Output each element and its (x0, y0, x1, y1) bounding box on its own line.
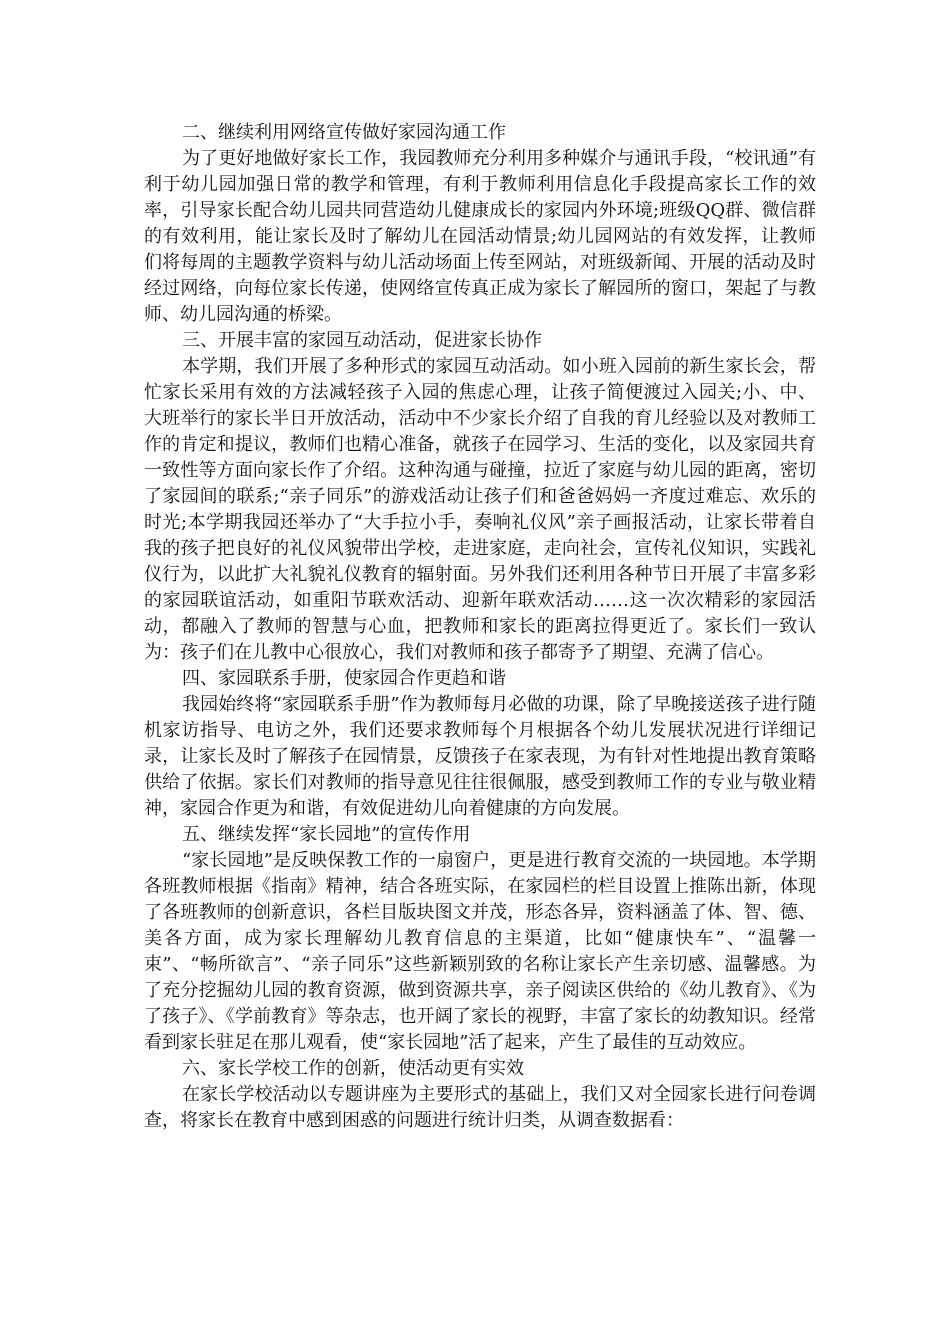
section-heading-5: 五、继续发挥“家长园地”的宣传作用 (182, 824, 471, 845)
section-heading-4: 四、家园联系手册，使家园合作更趋和谐 (182, 668, 506, 689)
section-heading-6: 六、家长学校工作的创新，使活动更有实效 (182, 1058, 524, 1079)
section-paragraph-2: 为了更好地做好家长工作，我园教师充分利用多种媒介与通讯手段，“校讯通”有利于幼儿园加强日常的教学和管理，有利于教师利用信息化手段提高家长工作的效率，引导家长配合幼儿园共同营造幼儿健康成长的家园内外环境;班级QQ群、微信群的有效利用，能让家长及时了解幼儿在园活动情景;幼儿园网站的有效发挥，让教师们将每周的主题教学资料与幼儿活动场面上传至网站，对班级新闻、开展的活动及时经过网络，向每位家长传递，使网络宣传真正成为家长了解园所的窗口，架起了与教师、幼儿园沟通的桥梁。 (144, 148, 816, 325)
section-paragraph-5: “家长园地”是反映保教工作的一扇窗户，更是进行教育交流的一块园地。本学期各班教师根据《指南》精神，结合各班实际，在家园栏的栏目设置上推陈出新，体现了各班教师的创新意识，各栏目版块图文并茂，形态各异，资料涵盖了体、智、德、美各方面，成为家长理解幼儿教育信息的主渠道，比如“健康快车”、“温馨一束”、“畅所欲言”、“亲子同乐”这些新颖别致的名称让家长产生亲切感、温馨感。为了充分挖掘幼儿园的教育资源，做到资源共享，亲子阅读区供给的《幼儿教育》、《为了孩子》、《学前教育》等杂志，也开阔了家长的视野，丰富了家长的幼教知识。经常看到家长驻足在那儿观看，使“家长园地”活了起来，产生了最佳的互动效应。 (144, 850, 816, 1053)
document-body (144, 120, 816, 1134)
section-paragraph-3: 本学期，我们开展了多种形式的家园互动活动。如小班入园前的新生家长会，帮忙家长采用有效的方法减轻孩子入园的焦虑心理，让孩子简便渡过入园关;小、中、大班举行的家长半日开放活动，活动中不少家长介绍了自我的育儿经验以及对教师工作的肯定和提议，教师们也精心准备，就孩子在园学习、生活的变化，以及家园共育一致性等方面向家长作了介绍。这种沟通与碰撞，拉近了家庭与幼儿园的距离，密切了家园间的联系;“亲子同乐”的游戏活动让孩子们和爸爸妈妈一齐度过难忘、欢乐的时光;本学期我园还举办了“大手拉小手，奏响礼仪风”亲子画报活动，让家长带着自我的孩子把良好的礼仪风貌带出学校，走进家庭，走向社会，宣传礼仪知识，实践礼仪行为，以此扩大礼貌礼仪教育的辐射面。另外我们还利用各种节日开展了丰富多彩的家园联谊活动，如重阳节联欢活动、迎新年联欢活动……这一次次精彩的家园活动，都融入了教师的智慧与心血，把教师和家长的距离拉得更近了。家长们一致认为：孩子们在儿教中心很放心，我们对教师和孩子都寄予了期望、充满了信心。 (144, 356, 816, 663)
section-heading-3: 三、开展丰富的家园互动活动，促进家长协作 (182, 330, 542, 351)
section-heading-2: 二、继续利用网络宣传做好家园沟通工作 (182, 122, 506, 143)
section-paragraph-6: 在家长学校活动以专题讲座为主要形式的基础上，我们又对全园家长进行问卷调查，将家长在教育中感到困惑的问题进行统计归类，从调查数据看： (144, 1084, 816, 1131)
section-paragraph-4: 我园始终将“家园联系手册”作为教师每月必做的功课，除了早晚接送孩子进行随机家访指导、电访之外，我们还要求教师每个月根据各个幼儿发展状况进行详细记录，让家长及时了解孩子在园情景，反馈孩子在家表现，为有针对性地提出教育策略供给了依据。家长们对教师的指导意见往往很佩服，感受到教师工作的专业与敬业精神，家园合作更为和谐，有效促进幼儿向着健康的方向发展。 (144, 694, 816, 819)
